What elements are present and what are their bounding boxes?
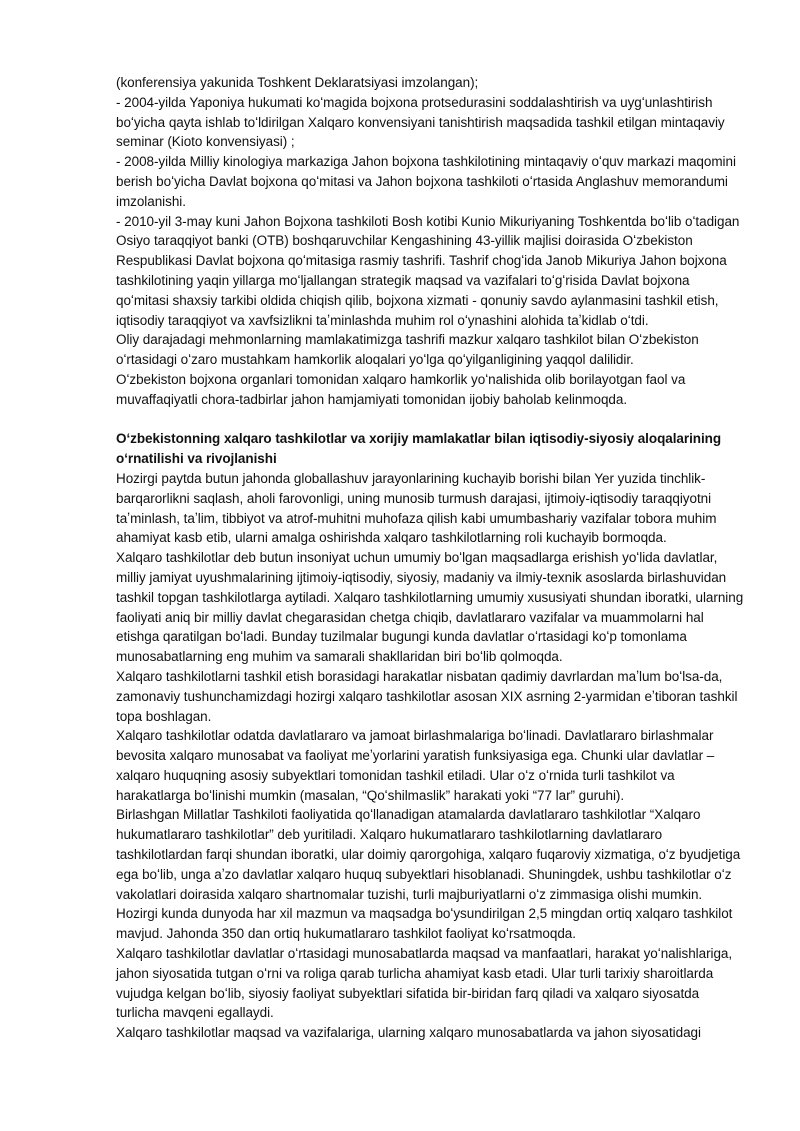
paragraph: Oʻzbekiston bojxona organlari tomonidan xalqaro hamkorlik yoʻnalishida olib borilayotgan faol va muvaffaqiyatli chora-tadbirlar jahon hamjamiyati tomonidan ijobiy baholab kelinmoqda. bbox=[116, 371, 686, 407]
paragraph: Xalqaro tashkilotlar maqsad va vazifalariga, ularning xalqaro munosabatlarda va jahon siyosatidagi bbox=[116, 1025, 701, 1041]
paragraph: Birlashgan Millatlar Tashkiloti faoliyatida qoʻllanadigan atamalarda davlatlararo tashkilotlar “Xalqaro hukumatlararo tashkilotlar” deb yuritiladi. Xalqaro hukumatlararo tashkilotlarning davlatlararo tashkilotlardan farqi shundan iboratki, ular doimiy qarorgohiga, xalqaro fuqaroviy xizmatiga, oʻz byudjetiga ega boʻlib, unga aʼzo davlatlar xalqaro huquq subyektlari hisoblanadi. Shuningdek, ushbu tashkilotlar oʻz vakolatlari doirasida xalqaro shartnomalar tuzishi, turli majburiyatlarni oʻz zimmasiga olishi mumkin. bbox=[116, 807, 741, 902]
paragraph: Hozirgi kunda dunyoda har xil mazmun va maqsadga boʻysundirilgan 2,5 mingdan ortiq xalqaro tashkilot mavjud. Jahonda 350 dan ortiq hukumatlararo tashkilot faoliyat koʻrsatmoqda. bbox=[116, 906, 733, 942]
paragraph: - 2004-yilda Yaponiya hukumati koʻmagida bojxona protsedurasini soddalashtirish va uygʻunlashtirish boʻyicha qayta ishlab toʻldirilgan Xalqaro konvensiyani tanishtirish maqsadida tashkil etilgan mintaqaviy seminar (Kioto konvensiyasi) ; bbox=[116, 94, 725, 150]
paragraph: - 2008-yilda Milliy kinologiya markaziga Jahon bojxona tashkilotining mintaqaviy oʻquv markazi maqomini berish boʻyicha Davlat bojxona qoʻmitasi va Jahon bojxona tashkiloti oʻrtasida Anglashuv memorandumi imzolanishi. bbox=[116, 154, 736, 209]
paragraph: Hozirgi paytda butun jahonda globallashuv jarayonlarining kuchayib borishi bilan Yer yuzida tinchlik-barqarorlikni saqlash, aholi farovonligi, uning munosib turmush darajasi, ijtimoiy-iqtisodiy taraqqiyotni taʼminlash, taʼlim, tibbiyot va atrof-muhitni muhofaza qilish kabi umumbashariy vazifalar tobora muhim ahamiyat kasb etib, ularni amalga oshirishda xalqaro tashkilotlarning roli kuchayib bormoqda. bbox=[116, 470, 717, 546]
paragraph: - 2010-yil 3-may kuni Jahon Bojxona tashkiloti Bosh kotibi Kunio Mikuriyaning Toshkentda boʻlib oʻtadigan Osiyo taraqqiyot banki (OTB) boshqaruvchilar Kengashining 43-yillik majlisi doirasida Oʻzbekiston Respublikasi Davlat bojxona qoʻmitasiga rasmiy tashrifi. Tashrif chogʻida Janob Mikuriya Jahon bojxona tashkilotining yaqin yillarga moʻljallangan strategik maqsad va vazifalari toʻgʻrisida Davlat bojxona qoʻmitasi shaxsiy tarkibi oldida chiqish qilib, bojxona xizmati - qonuniy savdo aylanmasini tashkil etish, iqtisodiy taraqqiyot va xavfsizlikni taʼminlashda muhim rol oʻynashini alohida taʼkidlab oʻtdi. bbox=[116, 213, 740, 328]
paragraph: (konferensiya yakunida Toshkent Deklaratsiyasi imzolangan); bbox=[116, 75, 479, 90]
paragraph-spacer bbox=[116, 410, 744, 430]
paragraph: Xalqaro tashkilotlar davlatlar oʻrtasidagi munosabatlarda maqsad va manfaatlari, harakat yoʻnalishlariga, jahon siyosatida tutgan oʻrni va roliga qarab turlicha ahamiyat kasb etadi. Ular turli tarixiy sharoitlarda vujudga kelgan boʻlib, siyosiy faoliyat subyektlari sifatida bir-biridan farq qiladi va xalqaro siyosatda turlicha mavqeni egallaydi. bbox=[116, 946, 733, 1021]
document-page bbox=[116, 73, 744, 1043]
paragraph: Xalqaro tashkilotlar deb butun insoniyat uchun umumiy boʻlgan maqsadlarga erishish yoʻlida davlatlar, milliy jamiyat uyushmalarining ijtimoiy-iqtisodiy, siyosiy, madaniy va ilmiy-texnik asoslarda birlashuvidan tashkil topgan tashkilotlarga aytiladi. Xalqaro tashkilotlarning umumiy xususiyati shundan iboratki, ularning faoliyati aniq bir milliy davlat chegarasidan chetga chiqib, davlatlararo vazifalar va muammolarni hal etishga qaratilgan boʻladi. Bunday tuzilmalar bugungi kunda davlatlar oʻrtasidagi koʻp tomonlama munosabatlarning eng muhim va samarali shakllaridan biri boʻlib qolmoqda. bbox=[116, 550, 744, 665]
paragraph: Xalqaro tashkilotlarni tashkil etish borasidagi harakatlar nisbatan qadimiy davrlardan maʼlum boʻlsa-da, zamonaviy tushunchamizdagi hozirgi xalqaro tashkilotlar asosan XIX asrning 2-yarmidan eʼtiboran tashkil topa boshlagan. bbox=[116, 668, 738, 724]
section-heading: Oʻzbekistonning xalqaro tashkilotlar va xorijiy mamlakatlar bilan iqtisodiy-siyosiy aloqalarining oʻrnatilishi va rivojlanishi bbox=[116, 431, 722, 467]
paragraph: Oliy darajadagi mehmonlarning mamlakatimizga tashrifi mazkur xalqaro tashkilot bilan Oʻzbekiston oʻrtasidagi oʻzaro mustahkam hamkorlik aloqalari yoʻlga qoʻyilganligining yaqqol dalilidir. bbox=[116, 332, 699, 368]
paragraph: Xalqaro tashkilotlar odatda davlatlararo va jamoat birlashmalariga boʻlinadi. Davlatlararo birlashmalar bevosita xalqaro munosabat va faoliyat meʼyorlarini yaratish funksiyasiga ega. Chunki ular davlatlar – xalqaro huquqning asosiy subyektlari tomonidan tashkil etiladi. Ular oʻz oʻrnida turli tashkilot va harakatlarga boʻlinishi mumkin (masalan, “Qoʻshilmaslik” harakati yoki “77 lar” guruhi). bbox=[116, 728, 715, 803]
